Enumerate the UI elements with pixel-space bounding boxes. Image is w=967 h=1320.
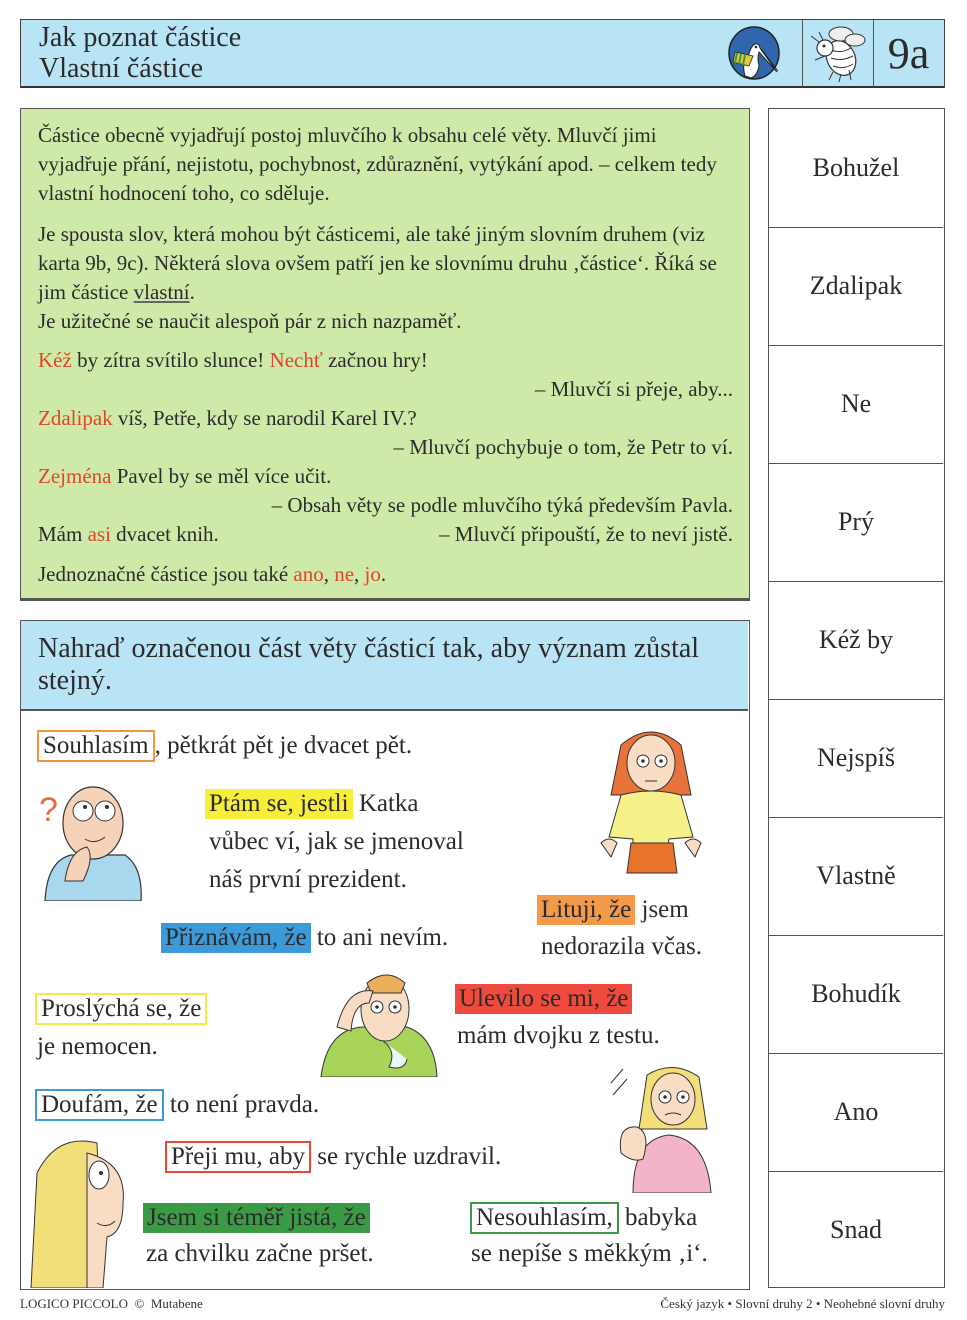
exercise-sentence <box>37 730 412 762</box>
marked-phrase[interactable]: Souhlasím <box>37 730 155 762</box>
unambiguous-particles <box>38 560 386 589</box>
particle: Nechť <box>269 348 323 372</box>
worried-girl-illustration <box>603 1063 723 1193</box>
underlined-word: vlastní <box>133 280 190 304</box>
separator: . <box>380 562 387 586</box>
sentence-text: babyka <box>618 1204 698 1231</box>
example-text: Mám <box>38 522 88 546</box>
theory-paragraph-1: Částice obecně vyjadřují postoj mluvčího k obsahu celé věty. Mluvčí jimi vyjadřuje přání, nejistotu, pochybnost, zdůraznění, vytýkání apod. – celkem tedy vlastní hodnocení toho, co sděluje. <box>38 123 717 205</box>
footer-publisher: LOGICO PICCOLO © Mutabene <box>20 1296 203 1311</box>
sentence-text: to ani nevím. <box>310 924 449 951</box>
sentence-text: , pětkrát pět je dvacet pět. <box>154 732 413 759</box>
word-card[interactable]: Ne <box>769 345 943 464</box>
exercise-sentence <box>35 1089 319 1121</box>
example-text: Pavel by se měl více učit. <box>111 464 332 488</box>
exercise-sentence <box>537 895 689 925</box>
marked-phrase[interactable]: Přiznávám, že <box>161 923 311 953</box>
example-sentence <box>38 346 428 375</box>
particle: Zejména <box>38 464 112 488</box>
sentence-line: náš první prezident. <box>209 866 407 893</box>
theory-paragraph-2-text: Je spousta slov, která mohou být částicemi, ale také jiným slovním druhem (viz karta 9b, 9c). Některá slova ovšem patří jen ke slovnímu druhu ‚částice‘. Říká se jim částice <box>38 222 717 304</box>
word-card[interactable]: Bohužel <box>769 109 943 228</box>
word-card[interactable]: Bohudík <box>769 935 943 1054</box>
exercise-sentence <box>161 923 448 953</box>
word-card[interactable]: Prý <box>769 463 943 582</box>
example-explanation: – Mluvčí pochybuje o tom, že Petr to ví. <box>393 435 733 459</box>
card-header <box>20 19 945 88</box>
sentence-text: jsem <box>635 896 689 923</box>
example-text: víš, Petře, kdy se narodil Karel IV.? <box>112 406 417 430</box>
exercise-sentence <box>470 1202 697 1234</box>
marked-phrase[interactable]: Jsem si téměř jistá, že <box>143 1203 370 1233</box>
marked-phrase[interactable]: Proslýchá se, že <box>35 993 207 1025</box>
example-explanation: – Obsah věty se podle mluvčího týká především Pavla. <box>271 493 733 517</box>
marked-phrase[interactable]: Doufám, že <box>35 1089 164 1121</box>
theory-box <box>20 108 750 601</box>
sentence-line: nedorazila včas. <box>541 933 703 960</box>
exercise-header <box>21 621 748 711</box>
exercise-sentence <box>455 984 632 1014</box>
thinking-boy-illustration <box>35 771 145 901</box>
word-card[interactable]: Zdalipak <box>769 227 943 346</box>
sentence-text: to není pravda. <box>163 1091 320 1118</box>
exercise-instruction: Nahraď označenou část věty částicí tak, aby význam zůstal stejný. <box>38 633 700 696</box>
unambiguous-prefix: Jednoznačné částice jsou také <box>38 562 294 586</box>
word-card[interactable]: Nejspíš <box>769 699 943 818</box>
marked-phrase[interactable]: Nesouhlasím, <box>470 1202 619 1234</box>
footer-subject: Český jazyk • Slovní druhy 2 • Neohebné slovní druhy <box>660 1296 945 1311</box>
exercise-sentence <box>143 1203 370 1233</box>
word-card[interactable]: Vlastně <box>769 817 943 936</box>
marked-phrase[interactable]: Přeji mu, aby <box>165 1141 311 1173</box>
shrugging-girl-illustration <box>581 725 721 875</box>
example-sentence <box>38 404 417 433</box>
example-explanation: – Mluvčí si přeje, aby... <box>534 377 733 401</box>
example-text: začnou hry! <box>322 348 428 372</box>
word-card[interactable]: Kéž by <box>769 581 943 700</box>
exercise-sentence <box>165 1141 501 1173</box>
particle: jo <box>364 562 381 586</box>
theory-paragraph-3: Je užitečné se naučit alespoň pár z nich nazpaměť. <box>38 309 462 333</box>
card-number: 9a <box>887 29 930 78</box>
particle: Zdalipak <box>38 406 113 430</box>
sentence-text: se rychle uzdravil. <box>311 1143 502 1170</box>
sentence-line: je nemocen. <box>37 1033 158 1060</box>
blonde-girl-illustration <box>27 1133 137 1288</box>
svg-text:?: ? <box>39 791 58 829</box>
marked-phrase[interactable]: Ptám se, jestli <box>205 789 353 819</box>
exercise-sentence <box>35 993 207 1025</box>
word-card[interactable]: Snad <box>830 1215 882 1244</box>
bee-icon <box>802 20 874 87</box>
sentence-line: vůbec ví, jak se jmenoval <box>209 828 464 855</box>
particle: ne <box>334 562 355 586</box>
particle: asi <box>87 522 111 546</box>
theory-paragraph-2-end: . <box>189 280 195 304</box>
example-text: dvacet knih. <box>110 522 219 546</box>
separator: , <box>354 562 365 586</box>
exercise-box <box>20 620 750 1290</box>
separator: , <box>323 562 335 586</box>
sentence-text: Katka <box>352 790 419 817</box>
sentence-line: za chvilku začne pršet. <box>146 1240 374 1267</box>
example-explanation: – Mluvčí připouští, že to neví jistě. <box>439 522 733 546</box>
example-sentence <box>38 462 331 491</box>
header-title: Jak poznat částice <box>39 22 242 53</box>
particle: ano <box>293 562 324 586</box>
particle-word-list <box>768 108 945 1288</box>
example-sentence <box>38 520 219 549</box>
marked-phrase[interactable]: Lituji, že <box>537 895 635 925</box>
particle: Kéž <box>38 348 72 372</box>
example-text: by zítra svítilo slunce! <box>71 348 270 372</box>
exercise-sentence <box>205 789 419 819</box>
stork-icon <box>727 26 781 80</box>
relieved-boy-illustration <box>317 967 445 1077</box>
sentence-line: mám dvojku z testu. <box>457 1022 660 1049</box>
sentence-line: se nepíše s měkkým ‚i‘. <box>471 1240 708 1267</box>
marked-phrase[interactable]: Ulevilo se mi, že <box>455 984 632 1014</box>
header-subtitle: Vlastní částice <box>39 53 204 84</box>
word-card[interactable]: Ano <box>769 1053 943 1172</box>
theory-paragraph-2 <box>38 220 738 307</box>
